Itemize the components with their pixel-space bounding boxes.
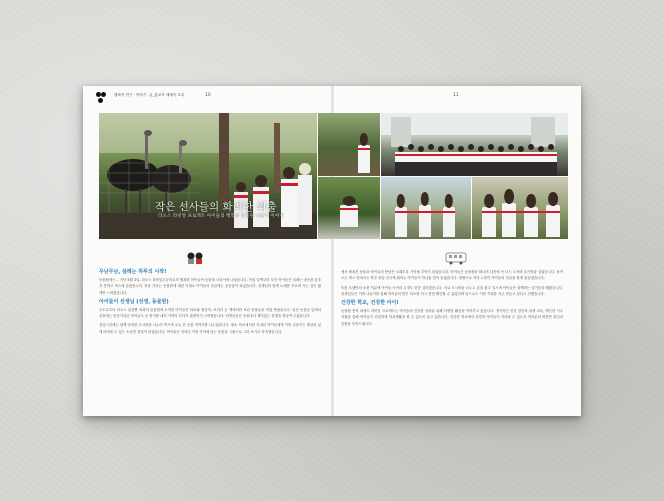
photo-group-school — [381, 113, 568, 176]
banner-title: 작은 선사들의 화려한 외출 — [155, 201, 277, 213]
photo-banner — [99, 113, 568, 239]
red-scarf — [482, 211, 560, 213]
photo-kids-group — [472, 177, 568, 239]
main-photo — [99, 113, 317, 239]
logo-icon — [96, 92, 106, 104]
bus-illustration-icon — [445, 251, 467, 265]
body-paragraph: 동물원에는... 지난 5월 3일, 라오스 라비앙초등학교의 행복한 아이들이 동물원 나들이에 나섰습니다. 아침 일찍부터 모인 아이들은 설레는 마음을 감추지 못하고 버스에 올랐습니다. 처음 가보는 동물원에 대한 기대로 아이들의 얼굴에는 웃음꽃이 피었습니다. 선생님과 함께 노래를 부르며 가는 길은 짧게만 느껴졌습니다. — [99, 278, 321, 295]
photo-boy-cage — [318, 113, 380, 176]
right-column — [341, 269, 563, 330]
section-heading: 건강한 학교, 건강한 아이! — [341, 300, 399, 307]
body-paragraph: 또한 오랜만의 소풍 덕분에 아이들 사이의 우정도 한층 깊어졌습니다. 서로 도시락을 나누고 손을 잡고 걸으며 아이들은 함께하는 즐거움을 배웠습니다. 선생님들은 이번 나들이를 통해 아이들의 밝은 미소를 다시 한번 확인할 수 있었다며 앞으로도 이런 기회를 자주 만들고 싶다고 전했습니다. — [341, 285, 563, 296]
red-scarf — [358, 148, 370, 150]
ostrich-scene-graphic — [99, 113, 317, 239]
kids-illustration-icon — [185, 251, 205, 265]
page-number-left: 10 — [205, 93, 211, 98]
body-paragraph: 점심시간에는 함께 준비한 도시락을 나누어 먹으며 오늘 본 동물 이야기를 나누었습니다. 평소 학교에서만 지내던 아이들에게 이번 나들이는 세상을 넓게 바라볼 수 있는 소중한 경험이 되었습니다. 아이들은 저마다 가장 기억에 남는 동물을 그림으로 그려 보기로 약속했습니다. — [99, 323, 321, 334]
red-scarf — [340, 208, 358, 210]
section-heading: 무난무난, 설레는 하루의 시작! — [99, 269, 167, 275]
child-figure — [419, 205, 431, 237]
group-photo-graphic — [381, 113, 568, 176]
magazine-spread — [83, 86, 581, 416]
body-paragraph: 에서 펼쳐진 동물과 아이들의 만남은 오래도록 기억될 추억이 되었습니다. 아이들은 동물원을 떠나며 다음에 꼭 다시 오자며 손가락을 걸었습니다. 돌아오는 버스 안에서는 하루 종일 신나게 뛰어논 아이들이 하나둘 잠이 들었습니다. 창밖으로 저녁 노을이 아이들의 얼굴을 붉게 물들였습니다. — [341, 270, 563, 281]
body-paragraph: 동물원 견학 외에도 라비앙 프로젝트는 아이들의 건강한 성장을 위해 다양한 활동을 이어가고 있습니다. 정기적인 건강 검진과 위생 교육, 깨끗한 식수 지원을 통해 아이들이 건강하게 학교생활을 할 수 있도록 돕고 있습니다. 건강한 학교에서 건강한 아이들이 자라날 수 있도록 여러분의 따뜻한 관심과 응원을 부탁드립니다. — [341, 309, 563, 326]
header-section: 글_홍보부 세계속 초록 — [149, 93, 185, 97]
child-figure — [546, 205, 560, 237]
photo-kids-heart — [381, 177, 471, 239]
left-column — [99, 269, 321, 338]
photo-boy-drawing — [318, 177, 380, 239]
body-paragraph: 주도로부터 라오스 위앙짠 외곽의 동물원에 도착한 아이들은 타조와 원숭이, 코끼리 등 책에서만 보던 동물들을 직접 만났습니다. 낯선 동물들 앞에서 처음에는 머뭇거리던 아이들도 곧 용기를 내어 가까이 다가가 관찰하기 시작했습니다. 선생님들은 동물마다 재미있는 설명을 곁들여 주었습니다. — [99, 307, 321, 319]
section-heading: 아이들이 선생님 (선생, 동물원) — [99, 298, 169, 305]
page-number-right: 11 — [453, 93, 459, 98]
banner-subtitle: 라오스 라비앙 프로젝트 아이들의 행복한 동물원 나들이 이야기 — [158, 214, 284, 219]
red-scarf — [395, 211, 455, 213]
child-figure — [502, 203, 516, 237]
header-left-text: 행복이 연구 · 이야기 — [114, 93, 147, 97]
